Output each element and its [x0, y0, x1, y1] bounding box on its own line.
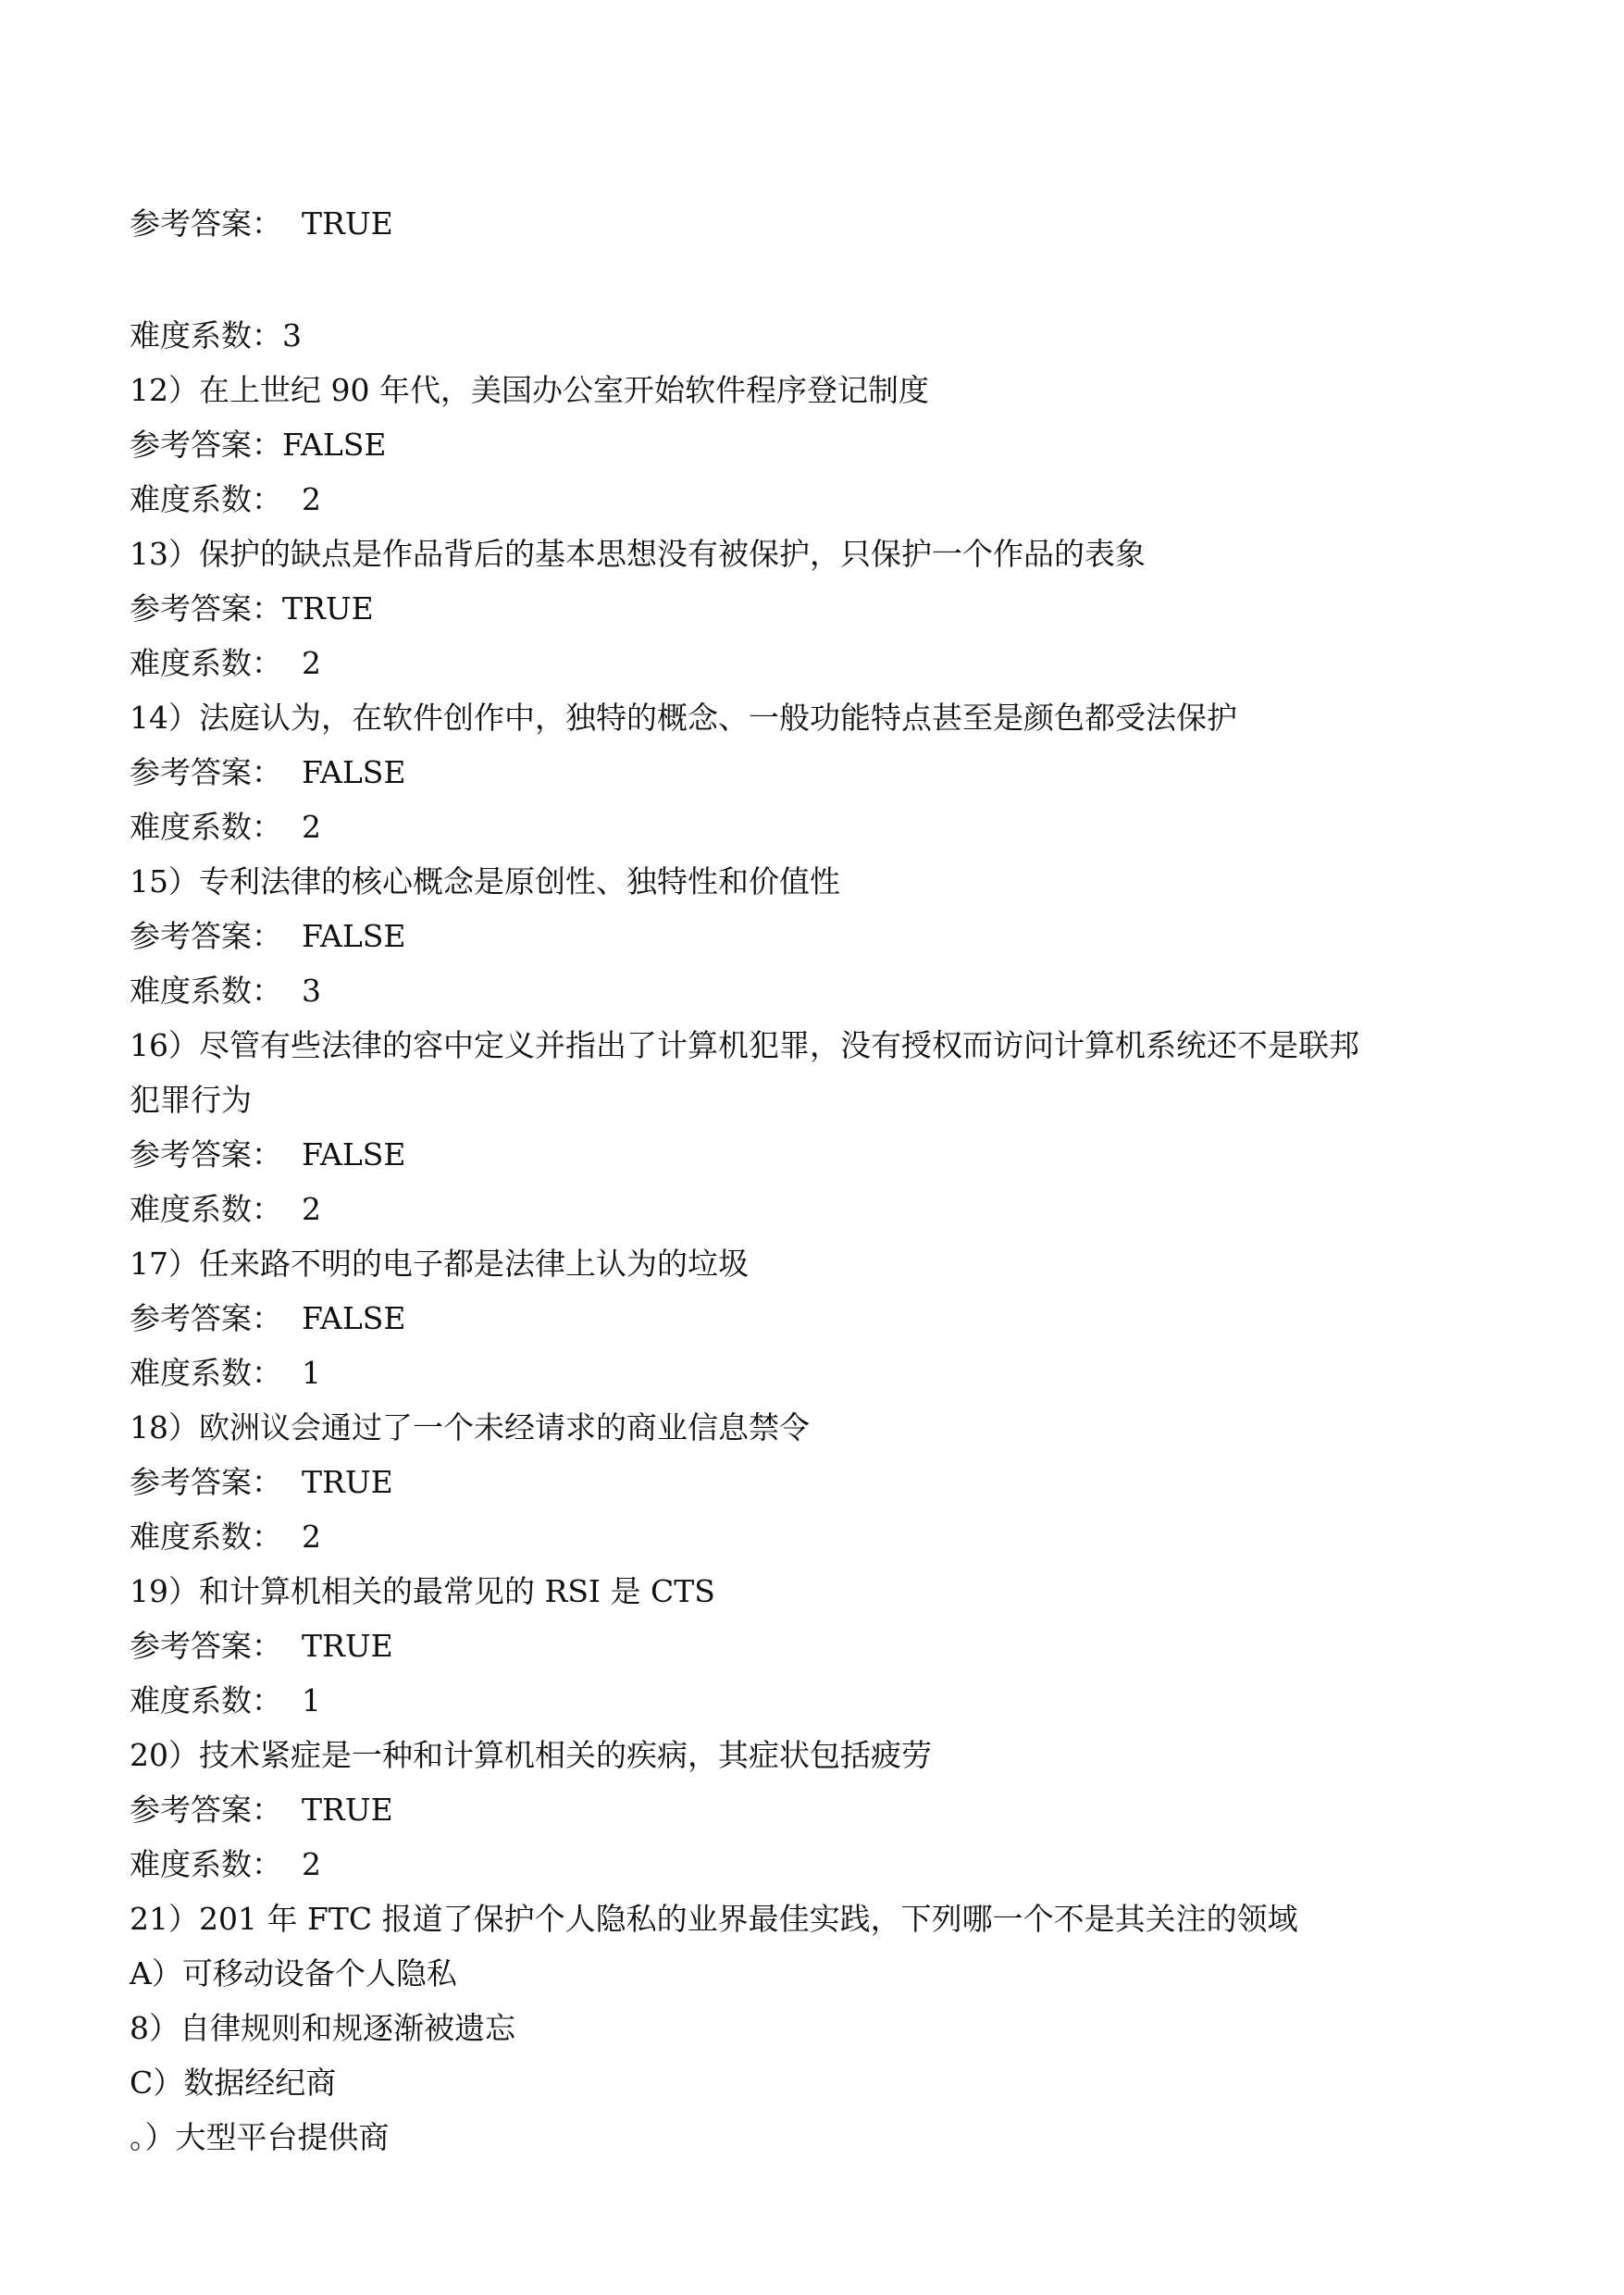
difficulty-line-q18: 难度系数： 2	[130, 1519, 321, 1555]
question-12: 12）在上世纪 90 年代，美国办公室开始软件程序登记制度	[130, 372, 929, 408]
answer-line-q12: 参考答案：FALSE	[130, 427, 387, 463]
document-page	[130, 196, 1481, 2165]
question-18: 18）欧洲议会通过了一个未经请求的商业信息禁令	[130, 1409, 810, 1445]
question-16-line-1: 16）尽管有些法律的容中定义并指出了计算机犯罪，没有授权而访问计算机系统还不是联邦	[130, 1027, 1359, 1063]
answer-line-q17: 参考答案： FALSE	[130, 1300, 406, 1336]
option-a: A）可移动设备个人隐私	[130, 1955, 457, 1991]
question-15: 15）专利法律的核心概念是原创性、独特性和价值性	[130, 863, 840, 899]
answer-line-q11: 参考答案： TRUE	[130, 205, 393, 242]
difficulty-line-q11: 难度系数：3	[130, 317, 302, 354]
answer-line-q14: 参考答案： FALSE	[130, 754, 406, 790]
difficulty-line-q19: 难度系数： 1	[130, 1682, 321, 1718]
question-17: 17）任来路不明的电子都是法律上认为的垃圾	[130, 1246, 749, 1282]
difficulty-line-q16: 难度系数： 2	[130, 1191, 321, 1227]
question-21-options	[130, 1946, 1481, 2165]
difficulty-line-q20: 难度系数： 2	[130, 1846, 321, 1882]
difficulty-line-q17: 难度系数： 1	[130, 1355, 321, 1391]
blank-gap	[130, 251, 1481, 308]
answer-line-q18: 参考答案： TRUE	[130, 1464, 393, 1500]
question-16-line-2: 犯罪行为	[130, 1082, 252, 1118]
answer-line-q20: 参考答案： TRUE	[130, 1792, 393, 1828]
difficulty-line-q14: 难度系数： 2	[130, 809, 321, 845]
question-21: 21）201 年 FTC 报道了保护个人隐私的业界最佳实践，下列哪一个不是其关注的领域	[130, 1901, 1298, 1937]
option-b: 8）自律规则和规逐渐被遗忘	[130, 2010, 515, 2046]
answer-line-q13: 参考答案：TRUE	[130, 590, 374, 626]
difficulty-line-q15: 难度系数： 3	[130, 973, 321, 1009]
difficulty-line-q13: 难度系数： 2	[130, 645, 321, 681]
question-13: 13）保护的缺点是作品背后的基本思想没有被保护，只保护一个作品的表象	[130, 536, 1146, 572]
option-d: 。）大型平台提供商	[130, 2119, 390, 2155]
answer-line-q16: 参考答案： FALSE	[130, 1136, 406, 1172]
answer-line-q19: 参考答案： TRUE	[130, 1628, 393, 1664]
answer-line-q15: 参考答案： FALSE	[130, 918, 406, 954]
question-14: 14）法庭认为，在软件创作中，独特的概念、一般功能特点甚至是颜色都受法保护	[130, 700, 1237, 736]
option-c: C）数据经纪商	[130, 2065, 337, 2101]
question-20: 20）技术紧症是一种和计算机相关的疾病，其症状包括疲劳	[130, 1737, 932, 1773]
difficulty-line-q12: 难度系数： 2	[130, 481, 321, 517]
question-19: 19）和计算机相关的最常见的 RSI 是 CTS	[130, 1573, 715, 1609]
